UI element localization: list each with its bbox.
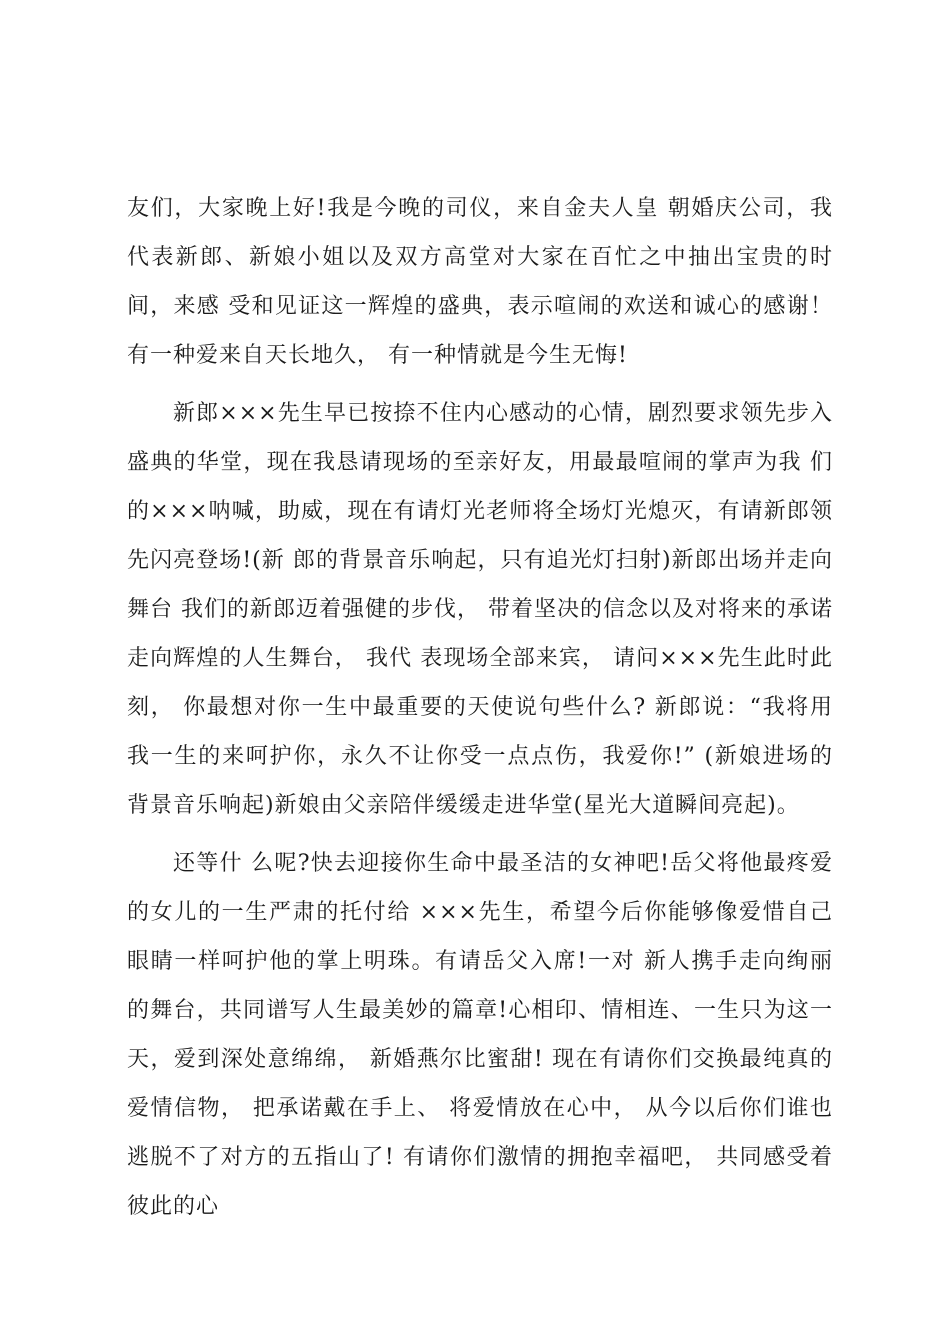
document-body xyxy=(127,184,833,1231)
paragraph-1: 友们，大家晚上好!我是今晚的司仪，来自金夫人皇 朝婚庆公司，我代表新郎、新娘小姐以及双方高堂对大家在百忙之中抽出宝贵的时间，来感 受和见证这一辉煌的盛典，表示喧闹的欢送和诚心的感谢！ 有一种爱来自天长地久， 有一种情就是今生无悔! xyxy=(127,196,833,368)
paragraph-2: 新郎×××先生早已按捺不住内心感动的心情，剧烈要求领先步入盛典的华堂，现在我恳请现场的至亲好友，用最最喧闹的掌声为我 们的×××呐喊，助威，现在有请灯光老师将全场灯光熄灭，有请新郎领先闪亮登场!(新 郎的背景音乐响起，只有追光灯扫射)新郎出场并走向舞台 我们的新郎迈着强健的步伐， 带着坚决的信念以及对将来的承诺走向辉煌的人生舞台， 我代 表现场全部来宾， 请问×××先生此时此刻， 你最想对你一生中最重要的天使说句些什么? 新郎说：“我将用我一生的来呵护你，永久不让你受一点点伤，我爱你!” (新娘进场的背景音乐响起)新娘由父亲陪伴缓缓走进华堂(星光大道瞬间亮起)。 xyxy=(127,401,833,818)
paragraph-3: 还等什 么呢?快去迎接你生命中最圣洁的女神吧!岳父将他最疼爱的女儿的一生严肃的托付给 ×××先生，希望今后你能够像爱惜自己眼睛一样呵护他的掌上明珠。有请岳父入席!一对 新人携手走向绚丽的舞台，共同谱写人生最美妙的篇章!心相印、情相连、一生只为这一天，爱到深处意绵绵， 新婚燕尔比蜜甜! 现在有请你们交换最纯真的爱情信物， 把承诺戴在手上、 将爱情放在心中， 从今以后你们谁也逃脱不了对方的五指山了! 有请你们激情的拥抱幸福吧， 共同感受着彼此的心 xyxy=(127,851,833,1219)
